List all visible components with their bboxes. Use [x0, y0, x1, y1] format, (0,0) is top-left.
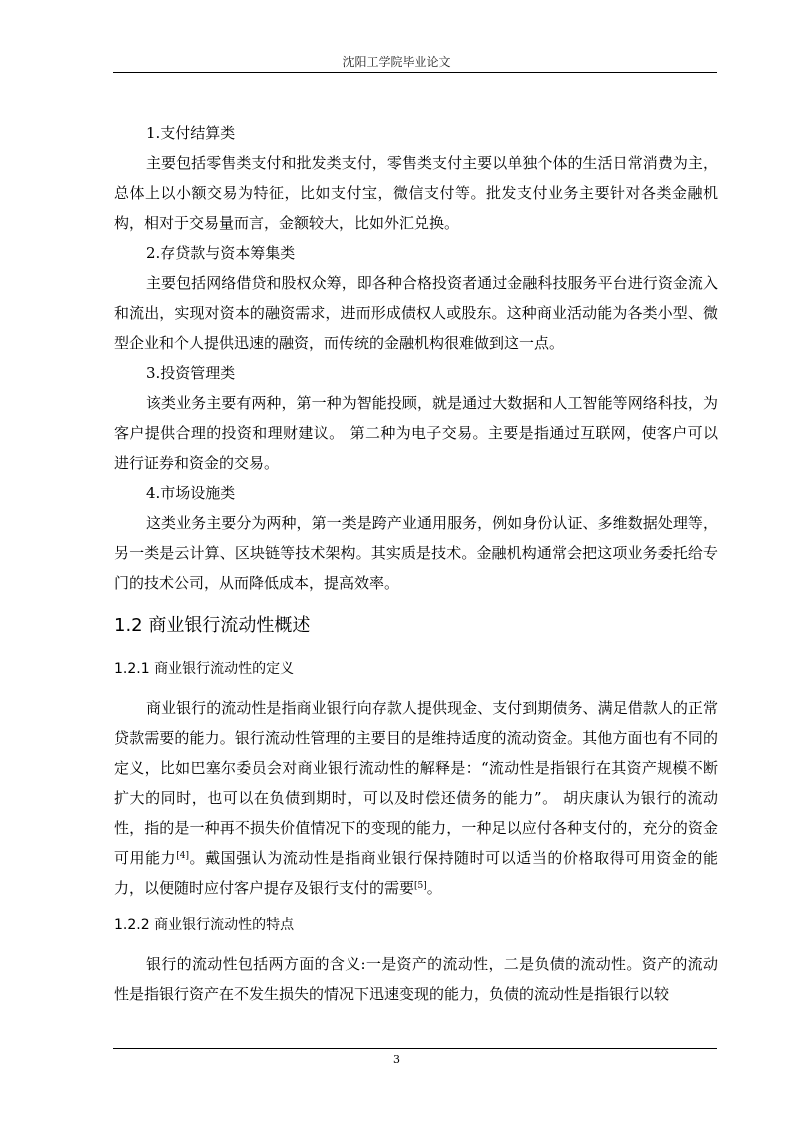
- item-heading-payment: 1.支付结算类: [146, 124, 236, 142]
- definition-text-b: 。戴国强认为流动性是指商业银行保持随时可以适当的价格取得可用资金的能力，以便随时应付客户提存及银行支付的需要: [114, 849, 718, 897]
- header-rule: [113, 72, 717, 73]
- definition-text-a: 商业银行的流动性是指商业银行向存款人提供现金、支付到期债务、满足借款人的正常贷款需要的能力。银行流动性管理的主要目的是维持适度的流动资金。其他方面也有不同的定义，比如巴塞尔委员会对商业银行流动性的解释是：“流动性是指银行在其资产规模不断扩大的同时，也可以在负债到期时，可以及时偿还债务的能力”。 胡庆康认为银行的流动性，指的是一种再不损失价值情况下的变现的能力，一种足以应付各种支付的，充分的资金可用能力: [114, 699, 718, 867]
- paragraph-investment: 该类业务主要有两种，第一种为智能投顾，就是通过大数据和人工智能等网络科技，为客户提供合理的投资和理财建议。 第二种为电子交易。主要是指通过互联网，使客户可以进行证券和资金的交易。: [114, 394, 718, 472]
- footer-rule: [113, 1048, 717, 1049]
- paragraph-market-facility: 这类业务主要分为两种，第一类是跨产业通用服务，例如身份认证、多维数据处理等，另一类是云计算、区块链等技术架构。其实质是技术。金融机构通常会把这项业务委托给专门的技术公司，从而降低成本，提高效率。: [114, 514, 718, 592]
- page-number: 3: [393, 1053, 400, 1066]
- paragraph-deposit-loan: 主要包括网络借贷和股权众筹，即各种合格投资者通过金融科技服务平台进行资金流入和流出，实现对资本的融资需求，进而形成债权人或股东。这种商业活动能为各类小型、微型企业和个人提供迅速的融资，而传统的金融机构很难做到这一点。: [114, 274, 718, 352]
- subsection-heading-features: 1.2.2 商业银行流动性的特点: [114, 917, 295, 933]
- paragraph-definition: [114, 693, 718, 903]
- item-heading-investment: 3.投资管理类: [146, 364, 236, 382]
- subsection-heading-definition: 1.2.1 商业银行流动性的定义: [114, 661, 295, 677]
- page-content: [114, 118, 718, 1009]
- definition-text-c: 。: [426, 879, 442, 897]
- paragraph-payment: 主要包括零售类支付和批发类支付，零售类支付主要以单独个体的生活日常消费为主，总体上以小额交易为特征，比如支付宝，微信支付等。批发支付业务主要针对各类金融机构，相对于交易量而言，金额较大，比如外汇兑换。: [114, 154, 718, 232]
- running-header: 沈阳工学院毕业论文: [342, 55, 451, 69]
- section-heading: 1.2 商业银行流动性概述: [114, 615, 311, 636]
- item-heading-market-facility: 4.市场设施类: [146, 484, 236, 502]
- item-heading-deposit-loan: 2.存贷款与资本筹集类: [146, 244, 296, 262]
- citation-4: [4]: [176, 851, 189, 861]
- paragraph-features: 银行的流动性包括两方面的含义:一是资产的流动性，二是负债的流动性。资产的流动性是指银行资产在不发生损失的情况下迅速变现的能力，负债的流动性是指银行以较: [114, 955, 718, 1003]
- citation-5: [5]: [414, 881, 427, 891]
